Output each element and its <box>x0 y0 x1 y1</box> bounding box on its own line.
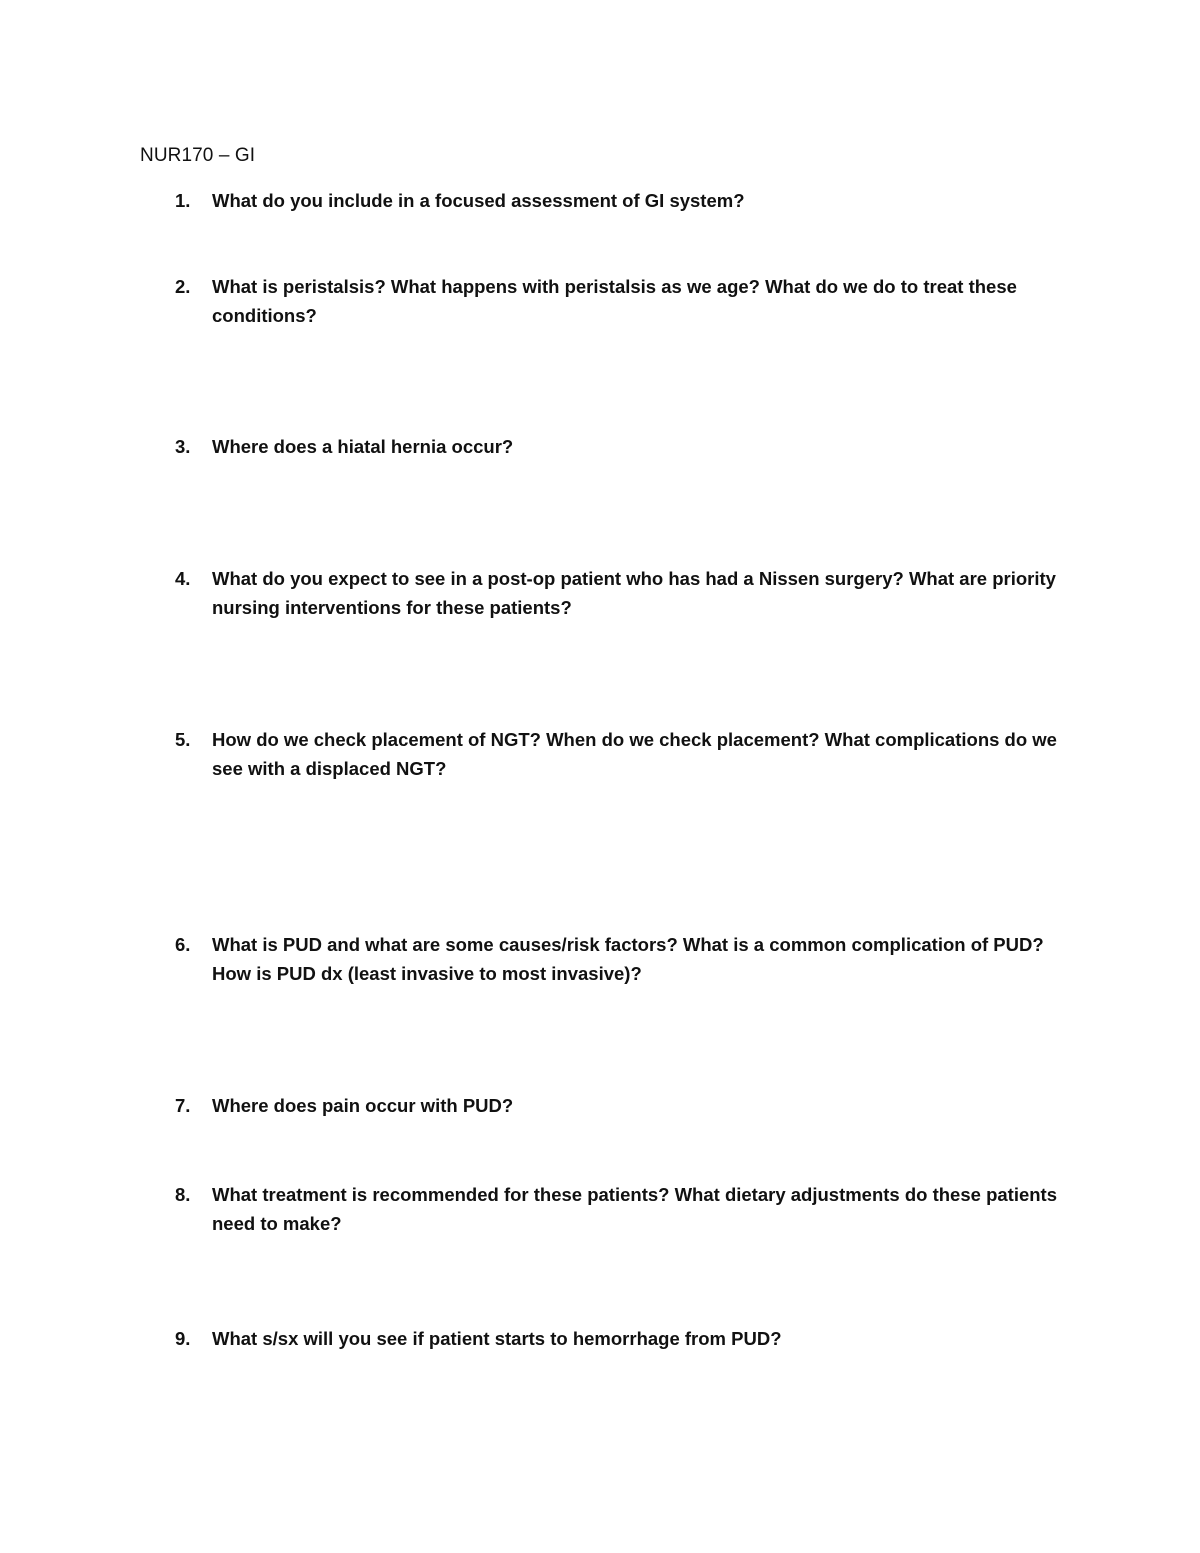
question-number: 2. <box>175 276 191 297</box>
question-text: What treatment is recommended for these patients? What dietary adjustments do these patients need to make? <box>212 1184 1057 1234</box>
question-text: What is PUD and what are some causes/risk factors? What is a common complication of PUD? How is PUD dx (least invasive to most invasive)? <box>212 934 1044 984</box>
question-number: 4. <box>175 568 191 589</box>
question-number: 7. <box>175 1095 191 1116</box>
question-number: 6. <box>175 934 191 955</box>
question-number: 3. <box>175 436 191 457</box>
question-number: 9. <box>175 1328 191 1349</box>
question-number: 1. <box>175 190 191 211</box>
question-text: What is peristalsis? What happens with peristalsis as we age? What do we do to treat these conditions? <box>212 276 1017 326</box>
question-text: Where does pain occur with PUD? <box>212 1095 514 1116</box>
question-text: How do we check placement of NGT? When do we check placement? What complications do we see with a displaced NGT? <box>212 729 1057 779</box>
question-text: What s/sx will you see if patient starts to hemorrhage from PUD? <box>212 1328 782 1349</box>
question-number: 8. <box>175 1184 191 1205</box>
document-title: NUR170 – GI <box>140 145 256 166</box>
question-text: Where does a hiatal hernia occur? <box>212 436 514 457</box>
question-text: What do you include in a focused assessment of GI system? <box>212 190 745 211</box>
question-number: 5. <box>175 729 191 750</box>
question-text: What do you expect to see in a post-op patient who has had a Nissen surgery? What are priority nursing interventions for these patients? <box>212 568 1056 618</box>
